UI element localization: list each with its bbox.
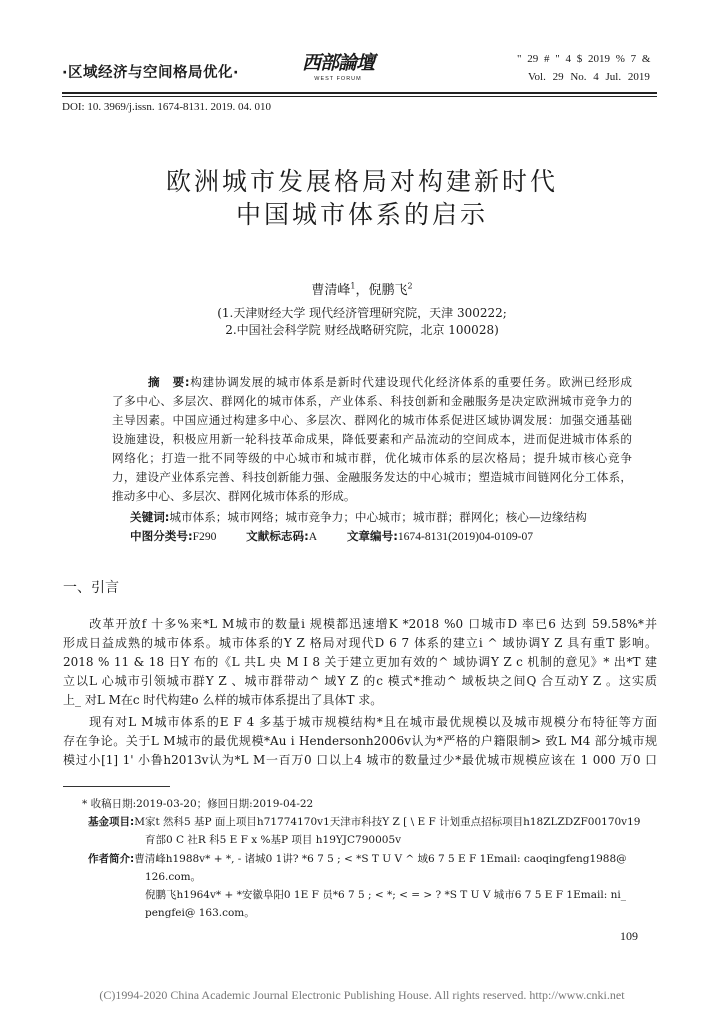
author-2: 倪鹏飞 bbox=[368, 283, 408, 298]
abstract-line: 网络化；打造一批不同等级的中心城市和城市群，优化城市体系的层次格局；提升城市核心竞争 bbox=[112, 451, 632, 465]
author-bio-1: 曹清峰h1988v* + *, - 诸城0 1讲? *6 7 5 ; < *S T U V ^ 域6 7 5 E F 1Email: caoqingfeng1988@ bbox=[134, 853, 627, 865]
doc-code-label: 文献标志码: bbox=[246, 529, 309, 543]
article-no-label: 文章编号: bbox=[346, 529, 398, 543]
body-line: 改革开放f 十多%来*L M城市的数量i 规模都迅速增K *2018 %0 口城市D 率已6 达到 59.58%*并 bbox=[63, 617, 657, 631]
page-number: 109 bbox=[620, 929, 638, 943]
keywords-label: 关键词: bbox=[130, 510, 170, 524]
abstract-line: 推动多中心、多层次、群网化城市体系的形成。 bbox=[112, 489, 356, 503]
body-line: 形成日益成熟的城市体系。城市体系的Y Z 格局对现代D 6 7 体系的建立i ^ 域协调Y Z 具有重T 影响。 bbox=[63, 636, 657, 650]
footnote-rule bbox=[63, 786, 170, 787]
footnote-author bbox=[88, 851, 627, 868]
logo-english: WEST FORUM bbox=[314, 76, 362, 82]
issue-info-en: Vol. 29 No. 4 Jul. 2019 bbox=[528, 71, 650, 83]
authors bbox=[0, 282, 724, 300]
body-line: 2018 % 11 & 18 日Y 布的《L 共L 央 M I 8 关于建立更加有效的^ 域协调Y Z c 机制的意见》* 出*T 建 bbox=[63, 655, 657, 669]
body-line: 存在争论。关于L M城市的最优规模*Au i Hendersonh2006v认为*严格的户籍限制> 致L M4 部分城市规 bbox=[63, 734, 657, 748]
author-sep: ， bbox=[355, 283, 369, 298]
fund-text: M家t 然科5 基P 面上项目h71774170v1天津市科技Y Z [ \ E F 计划重点招标项目h18ZLZDZF00170v19 bbox=[134, 816, 641, 828]
keywords bbox=[130, 510, 587, 525]
author-bio-2: 倪鹏飞h1964v* + *安徽阜阳0 1E F 员*6 7 5 ; < *; < = > ? *S T U V 城市6 7 5 E F 1Email: ni_ bbox=[145, 889, 626, 901]
clc-label: 中图分类号: bbox=[130, 529, 193, 543]
title-line-1: 欧洲城市发展格局对构建新时代 bbox=[165, 167, 558, 196]
header-rule-thick bbox=[62, 92, 657, 94]
section-heading: 一、引言 bbox=[63, 580, 119, 596]
fund-label: 基金项目: bbox=[88, 816, 135, 828]
author-1-sup: 1 bbox=[350, 281, 356, 291]
logo-chinese: 西部論壇 bbox=[301, 52, 374, 74]
author-bio-2-cont: pengfei@ 163.com。 bbox=[145, 907, 255, 919]
body-line: 模过小[1] 1' 小鲁h2013v认为*L M一百万0 口以上4 城市的数量过少*最优城市规模应该在 1 000 万0 口 bbox=[63, 753, 657, 767]
journal-section-label: ·区域经济与空间格局优化· bbox=[62, 65, 240, 81]
body-line: 上_ 对L M在c 时代构建o 么样的城市体系提出了具体T 求。 bbox=[63, 693, 383, 707]
affiliation-1: (1.天津财经大学 现代经济管理研究院，天津 300222; bbox=[217, 306, 507, 320]
keywords-text: 城市体系；城市网络；城市竞争力；中心城市；城市群；群网化；核心—边缘结构 bbox=[169, 510, 587, 524]
abstract-line: 设施建设，积极应用新一轮科技革命成果，降低要素和产品流动的空间成本，进而促进城市体系的 bbox=[112, 432, 632, 446]
body-line: 现有对L M城市体系的E F 4 多基于城市规模结构*且在城市最优规模以及城市规模分布特征等方面 bbox=[63, 715, 657, 729]
body-line: 立以L 心城市引领城市群Y Z 、城市群带动^ 域Y Z 的c 模式*推动^ 域板块之间Q 合互动Y Z 。这实质 bbox=[63, 674, 657, 688]
article-no-value: 1674-8131(2019)04-0109-07 bbox=[397, 530, 534, 543]
copyright-notice: (C)1994-2020 China Academic Journal Electronic Publishing House. All rights reserved. http://www.cnki.net bbox=[99, 988, 625, 1002]
footnote-received: * 收稿日期:2019-03-20；修回日期:2019-04-22 bbox=[82, 798, 314, 810]
abstract-line: 力，建设产业体系完善、科技创新能力强、金融服务发达的中心城市；塑造城市间链网化分工体系， bbox=[112, 470, 632, 484]
abstract-label: 摘 要: bbox=[148, 375, 190, 389]
doc-code-value: A bbox=[308, 530, 318, 543]
affiliation-2: 2.中国社会科学院 财经战略研究院，北京 100028) bbox=[225, 323, 499, 337]
header-rule-thin bbox=[62, 96, 657, 97]
author-bio-1-cont: 126.com。 bbox=[145, 871, 202, 883]
abstract-line: 主导因素。中国应通过构建多中心、多层次、群网化的城市体系促进区域协调发展：加强交通基础 bbox=[112, 413, 632, 427]
abstract-text: 构建协调发展的城市体系是新时代建设现代化经济体系的重要任务。欧洲已经形成 bbox=[189, 375, 632, 389]
abstract-line: 了多中心、多层次、群网化的城市体系，产业体系、科技创新和金融服务是决定欧洲城市竞争力的 bbox=[112, 394, 632, 408]
author-bio-label: 作者简介: bbox=[88, 853, 135, 865]
doi: DOI: 10. 3969/j.issn. 1674-8131. 2019. 04. 010 bbox=[62, 101, 271, 113]
journal-logo bbox=[298, 52, 378, 83]
author-1: 曹清峰 bbox=[311, 283, 351, 298]
footnote-fund-cont: 育部0 C 社R 科5 E F x %基P 项目 h19YJC790005v bbox=[145, 834, 402, 846]
abstract-line bbox=[148, 374, 632, 391]
issue-info-cn: " 29 # " 4 $ 2019 % 7 & bbox=[517, 53, 651, 65]
clc-value: F290 bbox=[192, 530, 217, 543]
classification bbox=[130, 529, 559, 544]
author-2-sup: 2 bbox=[407, 281, 413, 291]
title-line-2: 中国城市体系的启示 bbox=[235, 200, 488, 229]
footnote-fund bbox=[88, 814, 640, 831]
